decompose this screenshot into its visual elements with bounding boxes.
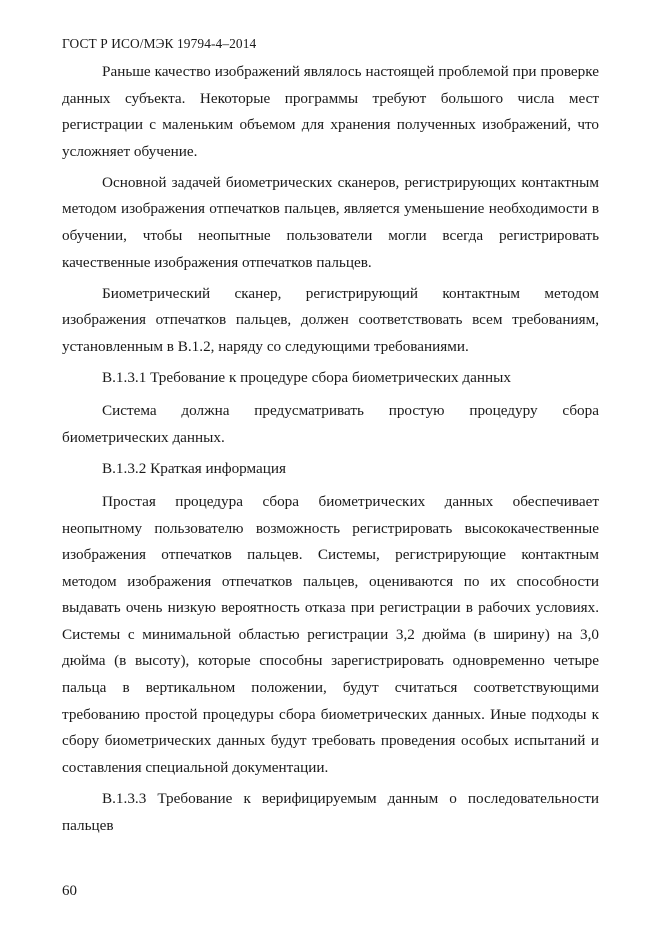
section-heading-b133: В.1.3.3 Требование к верифицируемым данным о последовательности пальцев: [62, 789, 599, 834]
document-body: [62, 59, 599, 839]
section-heading-b131: В.1.3.1 Требование к процедуре сбора биометрических данных: [102, 369, 511, 387]
paragraph-simple-procedure: Система должна предусматривать простую процедуру сбора биометрических данных.: [62, 402, 599, 446]
page-number: 60: [62, 883, 77, 899]
paragraph-image-quality: Раньше качество изображений являлось настоящей проблемой при проверке данных субъекта. Некоторые программы требуют большого числа мест регистрации с маленьким объемом для хранения полученных изображений, что усложняет обучение.: [62, 63, 599, 160]
paragraph-scanner-requirements: Биометрический сканер, регистрирующий контактным методом изображения отпечатков пальцев, должен соответствовать всем требованиям, установленным в В.1.2, наряду со следующими требованиями.: [62, 284, 599, 355]
paragraph-scanner-task: Основной задачей биометрических сканеров, регистрирующих контактным методом изображения отпечатков пальцев, является уменьшение необходимости в обучении, чтобы неопытные пользователи могли всегда регистрировать качественные изображения отпечатков пальцев.: [62, 173, 599, 271]
document-header: ГОСТ Р ИСО/МЭК 19794-4–2014: [62, 36, 257, 51]
section-heading-b132: В.1.3.2 Краткая информация: [102, 459, 287, 477]
paragraph-brief-information: Простая процедура сбора биометрических данных обеспечивает неопытному пользователю возможность регистрировать высококачественные изображения отпечатков пальцев. Системы, регистрирующие контактным методом изображения отпечатков пальцев, оцениваются по их способности выдавать очень низкую вероятность отказа при регистрации в рабочих условиях. Системы с минимальной областью регистрации 3,2 дюйма (в ширину) на 3,0 дюйма (в высоту), которые способны зарегистрировать одновременно четыре пальца в вертикальном положении, будут считаться соответствующими требованию простой процедуры сбора биометрических данных. Иные подходы к сбору биометрических данных будут требовать проведения особых испытаний и составления специальной документации.: [62, 492, 599, 776]
